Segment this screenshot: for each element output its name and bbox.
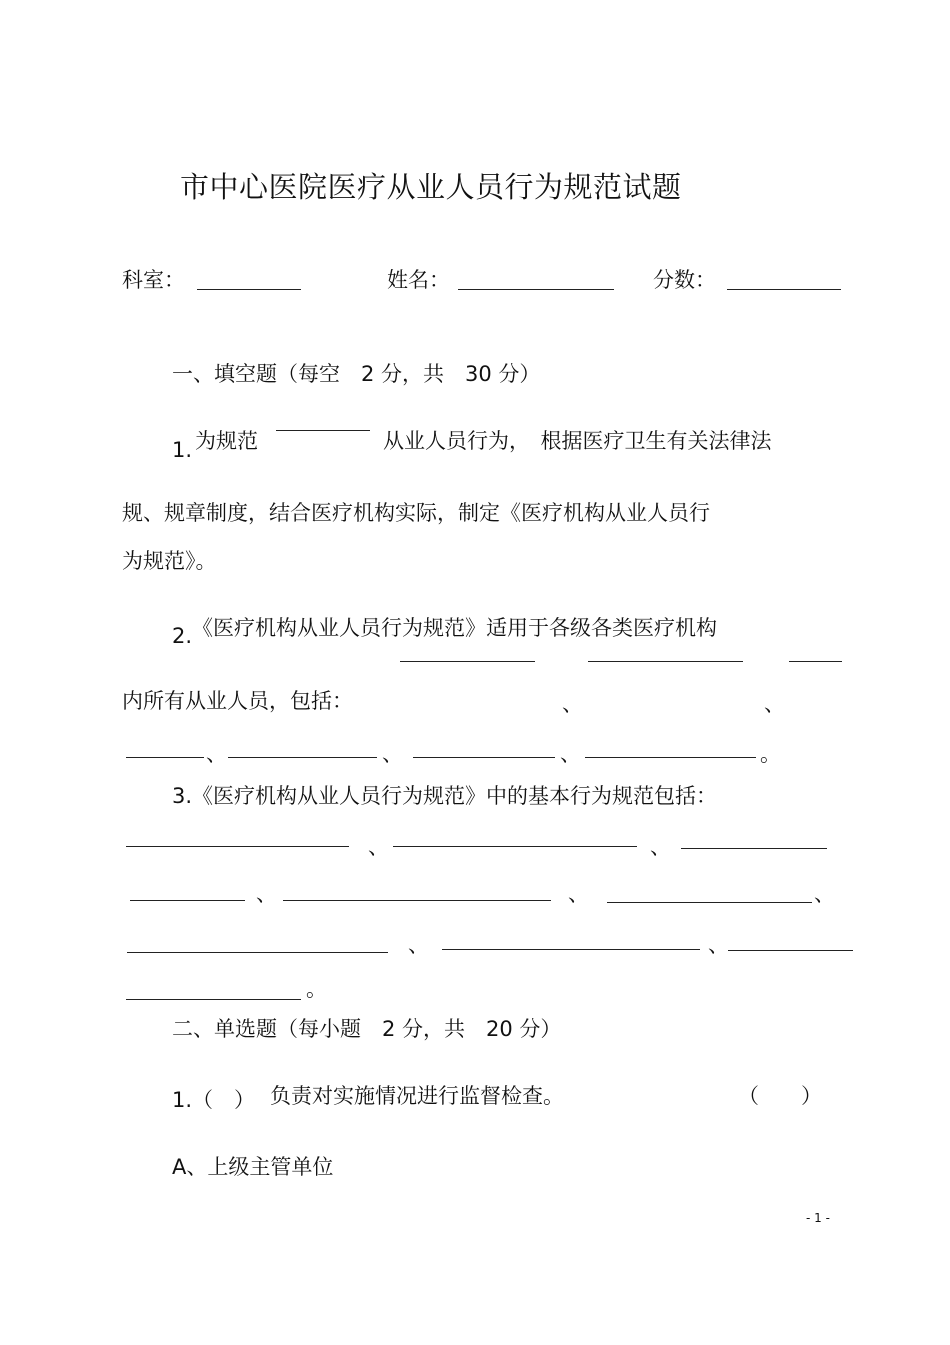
q2-separator: 、 bbox=[562, 692, 583, 716]
q1-blank[interactable] bbox=[276, 430, 370, 431]
q2-blank-7[interactable] bbox=[585, 757, 756, 758]
q2-line2: 内所有从业人员，包括： bbox=[122, 689, 353, 713]
q3-blank-8[interactable] bbox=[442, 949, 700, 950]
page-number: - 1 - bbox=[806, 1211, 830, 1225]
q1-text-before: 为规范 bbox=[195, 429, 258, 453]
q2-blank-4[interactable] bbox=[126, 757, 204, 758]
q2-blank-6[interactable] bbox=[413, 757, 555, 758]
q2-text: 《医疗机构从业人员行为规范》适用于各级各类医疗机构 bbox=[192, 616, 717, 640]
q3-blank-5[interactable] bbox=[283, 900, 551, 901]
q3-blank-3[interactable] bbox=[681, 848, 827, 849]
q3-separator: 、 bbox=[814, 882, 835, 906]
s2-q1-option-a[interactable]: A、上级主管单位 bbox=[172, 1155, 334, 1179]
s2-q1-answer-bracket[interactable]: （ ） bbox=[738, 1084, 822, 1108]
q3-separator: 、 bbox=[708, 933, 729, 957]
q2-separator: 、 bbox=[206, 742, 227, 766]
q3-blank-4[interactable] bbox=[130, 900, 245, 901]
q3-separator: 、 bbox=[368, 835, 389, 859]
dept-label: 科室： bbox=[122, 268, 185, 292]
q1-line3: 为规范》。 bbox=[122, 549, 217, 573]
q3-separator: 、 bbox=[408, 933, 429, 957]
q1-line2: 规、规章制度，结合医疗机构实际，制定《医疗机构从业人员行 bbox=[122, 501, 710, 525]
score-label: 分数： bbox=[653, 268, 716, 292]
name-label: 姓名： bbox=[387, 268, 450, 292]
q3-separator: 、 bbox=[650, 835, 671, 859]
page-title: 市中心医院医疗从业人员行为规范试题 bbox=[180, 170, 682, 204]
q1-text-after: 从业人员行为， 根据医疗卫生有关法律法 bbox=[383, 429, 772, 453]
q2-separator: 、 bbox=[382, 742, 403, 766]
section2-heading: 二、单选题（每小题 2 分，共 20 分） bbox=[172, 1017, 562, 1041]
s2-q1-prefix: 1.（ ） bbox=[172, 1088, 256, 1112]
q2-blank-1[interactable] bbox=[400, 661, 535, 662]
q2-separator: 、 bbox=[764, 692, 785, 716]
q3-blank-7[interactable] bbox=[127, 952, 388, 953]
q3-blank-10[interactable] bbox=[126, 999, 301, 1000]
q3-blank-6[interactable] bbox=[607, 902, 812, 903]
name-blank[interactable] bbox=[458, 289, 614, 290]
q3-blank-2[interactable] bbox=[393, 846, 637, 847]
q3-separator: 、 bbox=[568, 882, 589, 906]
q3-end: 。 bbox=[306, 977, 327, 1001]
q3-separator: 、 bbox=[256, 882, 277, 906]
q2-blank-3[interactable] bbox=[789, 661, 842, 662]
q3-text: 3.《医疗机构从业人员行为规范》中的基本行为规范包括： bbox=[172, 784, 718, 808]
q3-blank-9[interactable] bbox=[728, 950, 853, 951]
score-blank[interactable] bbox=[727, 289, 841, 290]
s2-q1-text: 负责对实施情况进行监督检查。 bbox=[270, 1084, 564, 1108]
section1-heading: 一、填空题（每空 2 分，共 30 分） bbox=[172, 362, 541, 386]
q2-separator: 、 bbox=[560, 742, 581, 766]
q2-blank-2[interactable] bbox=[588, 661, 743, 662]
q1-number: 1. bbox=[172, 438, 193, 462]
q2-number: 2. bbox=[172, 624, 193, 648]
q2-end: 。 bbox=[760, 742, 781, 766]
dept-blank[interactable] bbox=[197, 289, 301, 290]
q2-blank-5[interactable] bbox=[228, 757, 377, 758]
q3-blank-1[interactable] bbox=[126, 846, 349, 847]
